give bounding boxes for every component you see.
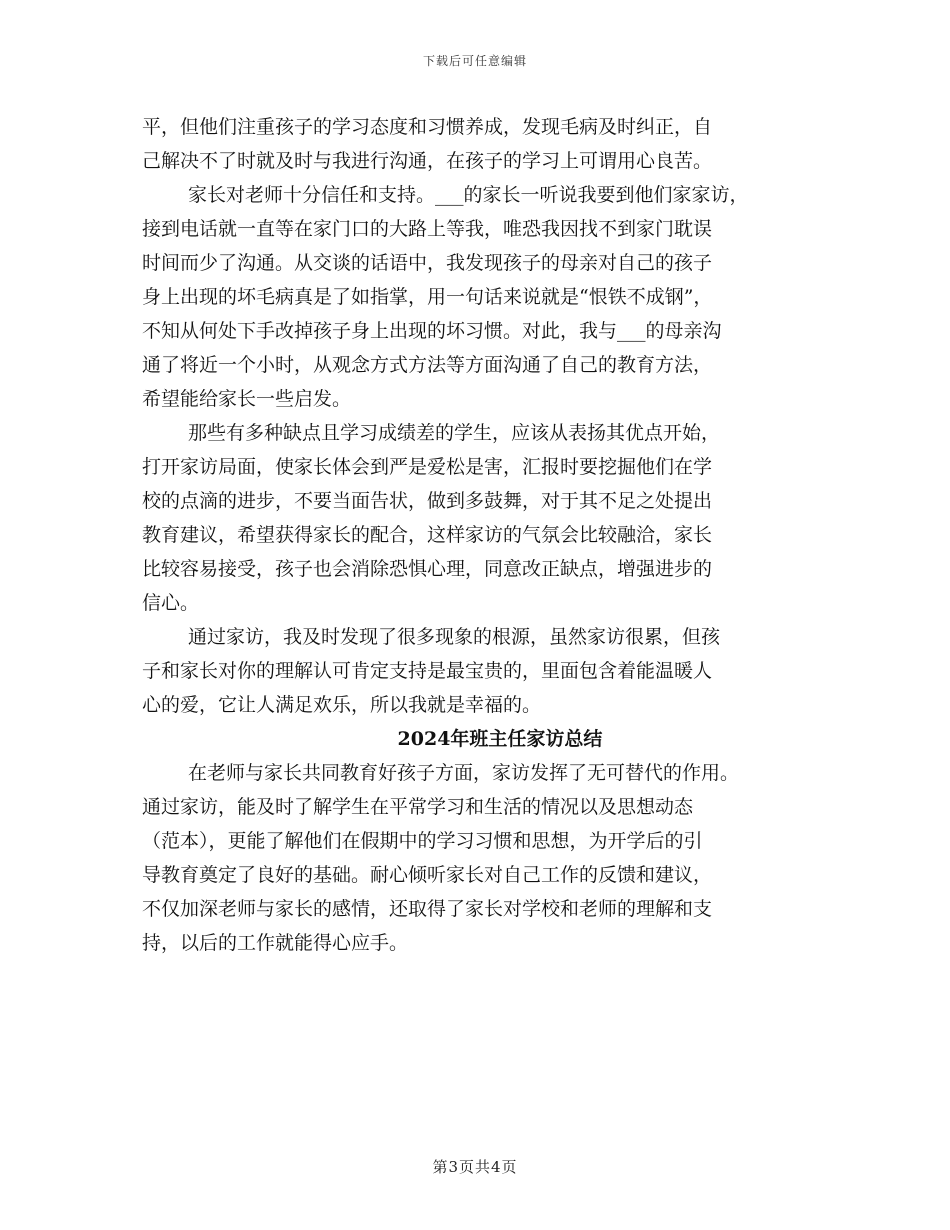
page-header: 下载后可任意编辑 xyxy=(422,54,527,68)
text-line: 希望能给家长一些启发。 xyxy=(142,388,352,410)
text-line: 通了将近一个小时，从观念方式方法等方面沟通了自己的教育方法， xyxy=(142,354,713,376)
text-line: 比较容易接受，孩子也会消除恐惧心理，同意改正缺点，增强进步的 xyxy=(142,558,713,580)
text-line: 导教育奠定了良好的基础。耐心倾听家长对自己工作的反馈和建议， xyxy=(142,864,713,886)
text-line: 打开家访局面，使家长体会到严是爱松是害，汇报时要挖掘他们在学 xyxy=(142,456,713,478)
text-line: 子和家长对你的理解认可肯定支持是最宝贵的，里面包含着能温暖人 xyxy=(142,660,713,682)
text-line: 身上出现的坏毛病真是了如指掌，用一句话来说就是“恨铁不成钢”， xyxy=(142,286,713,308)
text-line: （范本），更能了解他们在假期中的学习习惯和思想，为开学后的引 xyxy=(142,830,703,852)
text-line: 持，以后的工作就能得心应手。 xyxy=(142,932,409,954)
text-line: 不仅加深老师与家长的感情，还取得了家长对学校和老师的理解和支 xyxy=(142,898,713,920)
paragraph-start-line: 在老师与家长共同教育好孩子方面，家访发挥了无可替代的作用。 xyxy=(188,762,740,784)
paragraph-start-line: 家长对老师十分信任和支持。___的家长一听说我要到他们家家访， xyxy=(188,184,749,206)
paragraph-start-line: 通过家访，我及时发现了很多现象的根源，虽然家访很累，但孩 xyxy=(188,626,721,648)
text-line: 不知从何处下手改掉孩子身上出现的坏习惯。对此，我与___的母亲沟 xyxy=(142,320,722,342)
page-footer: 第3页共4页 xyxy=(432,1158,518,1176)
paragraph-start-line: 那些有多种缺点且学习成绩差的学生，应该从表扬其优点开始， xyxy=(188,422,721,444)
text-line: 接到电话就一直等在家门口的大路上等我，唯恐我因找不到家门耽误 xyxy=(142,218,713,240)
document-body xyxy=(142,110,818,960)
text-line: 通过家访，能及时了解学生在平常学习和生活的情况以及思想动态 xyxy=(142,796,694,818)
text-line: 平，但他们注重孩子的学习态度和习惯养成，发现毛病及时纠正，自 xyxy=(142,116,713,138)
text-line: 心的爱，它让人满足欢乐，所以我就是幸福的。 xyxy=(142,694,542,716)
text-line: 教育建议，希望获得家长的配合，这样家访的气氛会比较融洽，家长 xyxy=(142,524,713,546)
text-line: 校的点滴的进步，不要当面告状，做到多鼓舞，对于其不足之处提出 xyxy=(142,490,713,512)
section-title: 2024年班主任家访总结 xyxy=(397,728,603,750)
text-line: 信心。 xyxy=(142,592,200,614)
text-line: 时间而少了沟通。从交谈的话语中，我发现孩子的母亲对自己的孩子 xyxy=(142,252,713,274)
text-line: 己解决不了时就及时与我进行沟通，在孩子的学习上可谓用心良苦。 xyxy=(142,150,713,172)
